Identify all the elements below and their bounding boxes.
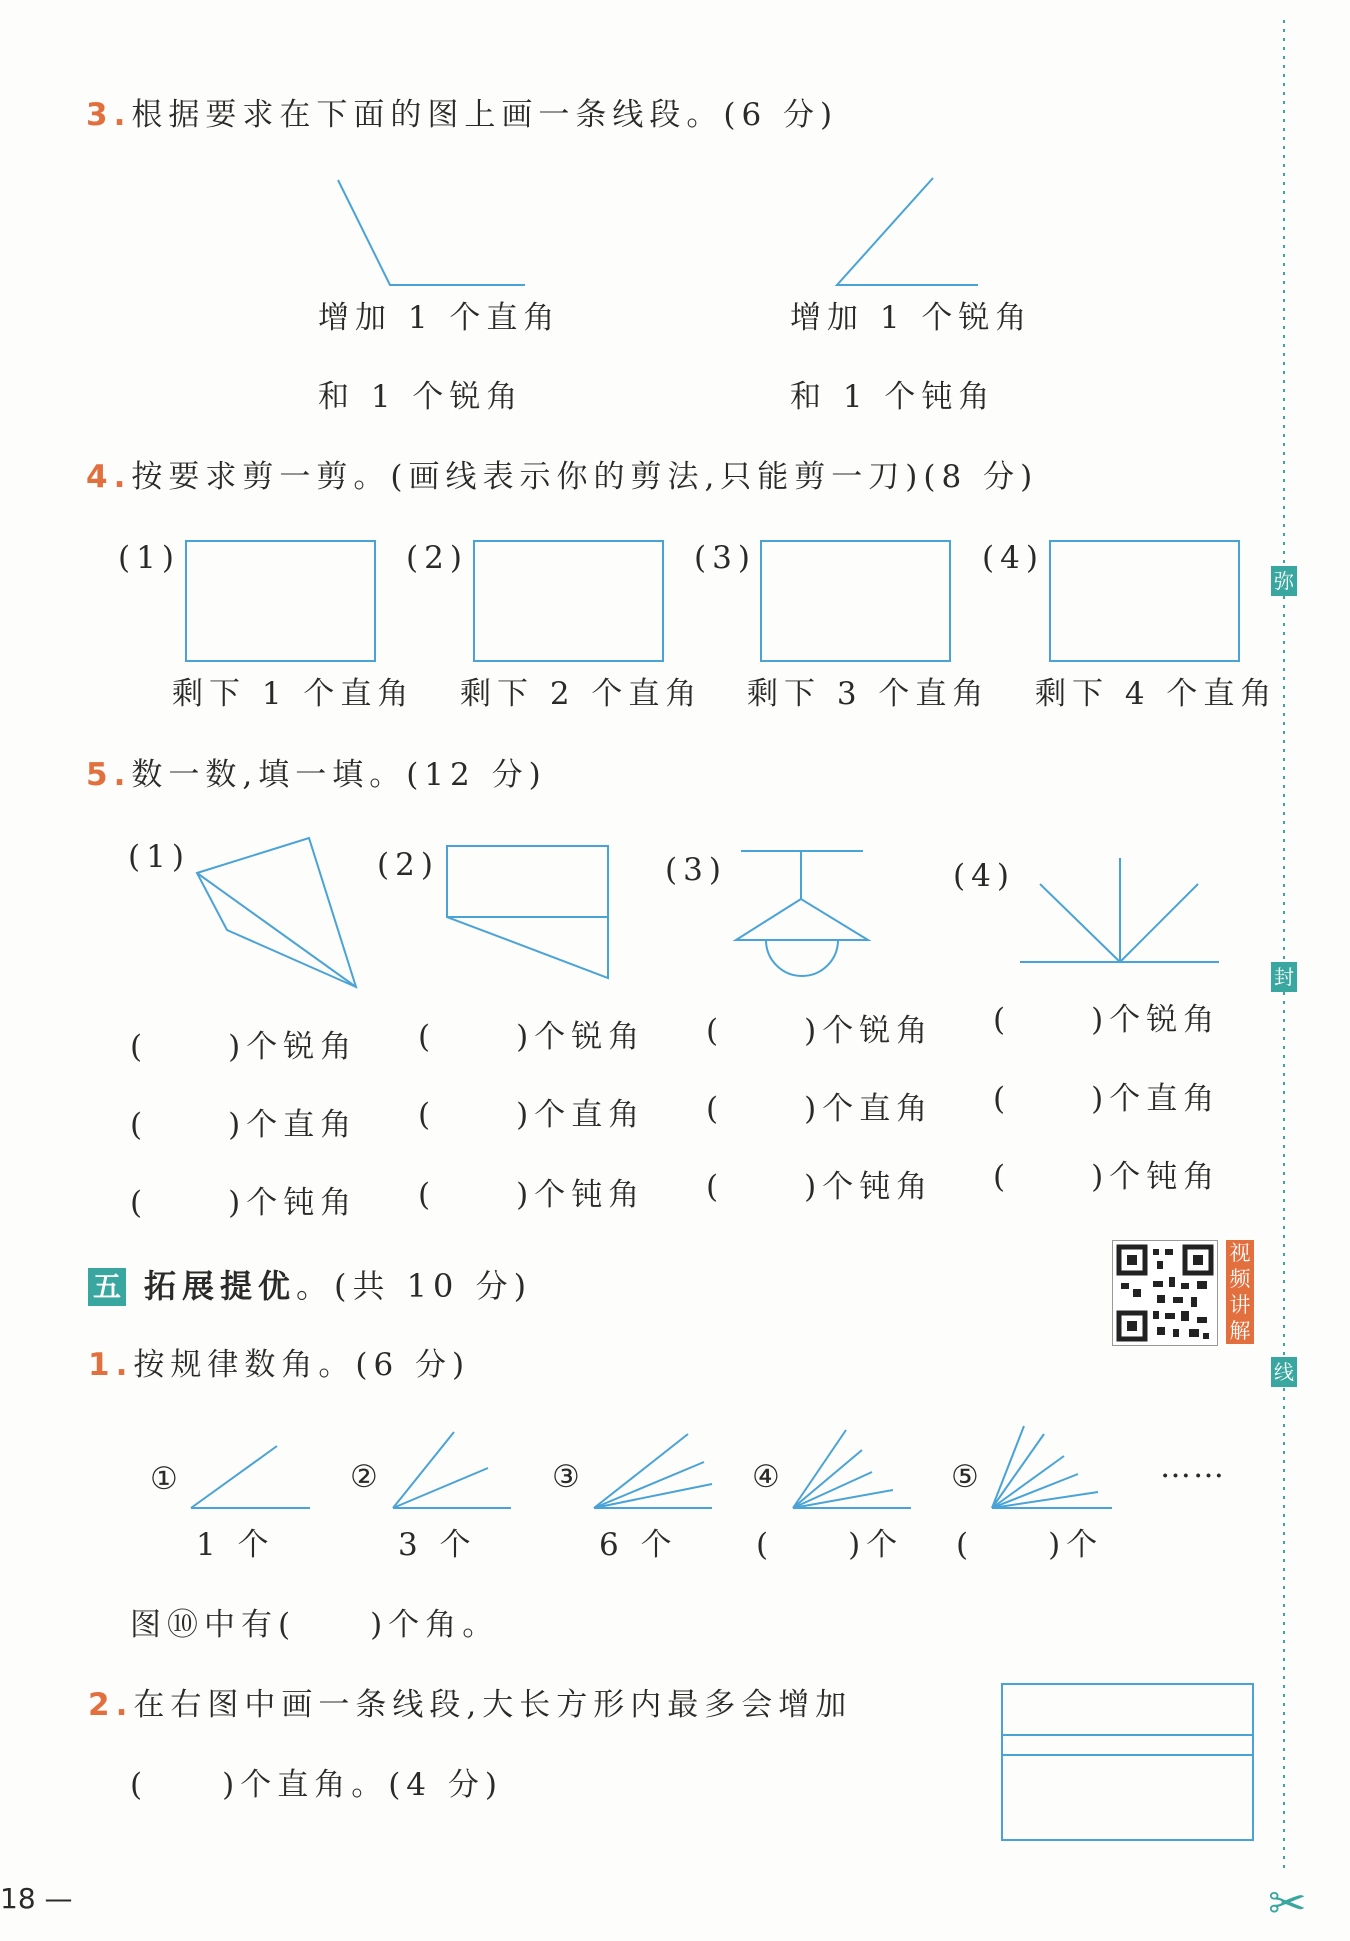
q4-rect-3 <box>761 541 950 661</box>
p1-angle-3 <box>594 1434 712 1508</box>
p1-heading <box>88 1347 471 1383</box>
p2-heading <box>88 1687 853 1723</box>
q5-heading <box>86 757 547 793</box>
q5-c1-right: ( )个直角 <box>130 1107 358 1143</box>
q4-caption-1: 剩下 1 个直角 <box>172 676 415 712</box>
q3-heading <box>86 97 839 133</box>
q5-c3-acute: ( )个锐角 <box>706 1013 934 1049</box>
p1-count-1: 1 个 <box>196 1527 275 1563</box>
p2-text-2: ( )个直角。(4 分) <box>130 1767 503 1803</box>
q4-caption-4: 剩下 4 个直角 <box>1035 676 1278 712</box>
p2-number: 2. <box>88 1687 134 1723</box>
q4-caption-3: 剩下 3 个直角 <box>747 676 990 712</box>
qr-label: 视频讲解 <box>1226 1240 1254 1344</box>
qr-pattern <box>1113 1241 1217 1345</box>
p2-rectangle <box>1002 1684 1253 1840</box>
q3-left-caption-2: 和 1 个锐角 <box>318 379 524 415</box>
page-number: 18 — <box>0 1882 73 1915</box>
scissors-icon: ✂ <box>1268 1876 1307 1930</box>
q4-label-2: (2) <box>406 540 468 576</box>
p1-count-4: ( )个 <box>756 1527 904 1563</box>
p1-count-2: 3 个 <box>398 1527 477 1563</box>
q5-figure-1 <box>197 838 356 987</box>
p1-number: 1. <box>88 1347 134 1383</box>
side-tag-1: 弥 <box>1271 566 1297 596</box>
p2-text: 在右图中画一条线段,大长方形内最多会增加 <box>133 1687 853 1723</box>
q5-c3-right: ( )个直角 <box>706 1091 934 1127</box>
p1-count-5: ( )个 <box>956 1527 1104 1563</box>
p1-question: 图⑩中有( )个角。 <box>130 1607 500 1643</box>
q4-label-1: (1) <box>118 540 180 576</box>
q5-c4-right: ( )个直角 <box>993 1081 1221 1117</box>
q5-c2-obtuse: ( )个钝角 <box>418 1177 646 1213</box>
q3-left-caption-1: 增加 1 个直角 <box>318 300 561 336</box>
q5-c1-acute: ( )个锐角 <box>130 1029 358 1065</box>
p1-text: 按规律数角。(6 分) <box>133 1347 471 1383</box>
q5-c2-acute: ( )个锐角 <box>418 1019 646 1055</box>
q3-right-angle <box>837 178 978 285</box>
q5-label-2: (2) <box>377 847 439 883</box>
side-tag-3: 线 <box>1271 1357 1297 1387</box>
q5-figure-4 <box>1020 858 1219 962</box>
q5-label-1: (1) <box>128 839 190 875</box>
p1-ellipsis: …… <box>1160 1449 1226 1485</box>
q5-text: 数一数,填一填。(12 分) <box>131 757 547 793</box>
q5-c1-obtuse: ( )个钝角 <box>130 1185 358 1221</box>
p1-angle-4 <box>793 1430 911 1508</box>
q3-number: 3. <box>86 97 132 133</box>
q5-label-3: (3) <box>665 852 727 888</box>
side-tag-2: 封 <box>1271 962 1297 992</box>
p1-marker-5: ⑤ <box>951 1459 979 1495</box>
q5-c3-obtuse: ( )个钝角 <box>706 1169 934 1205</box>
q4-rect-2 <box>474 541 663 661</box>
q3-left-angle <box>338 180 525 285</box>
q4-number: 4. <box>86 459 132 495</box>
q5-figure-3 <box>736 851 868 976</box>
p1-count-3: 6 个 <box>599 1527 678 1563</box>
p1-angle-2 <box>393 1432 511 1508</box>
q5-c2-right: ( )个直角 <box>418 1097 646 1133</box>
q3-text: 根据要求在下面的图上画一条线段。(6 分) <box>131 97 839 133</box>
q4-rect-1 <box>186 541 375 661</box>
p1-marker-2: ② <box>350 1459 378 1495</box>
p1-marker-3: ③ <box>552 1459 580 1495</box>
p1-angle-1 <box>191 1446 310 1508</box>
q5-label-4: (4) <box>953 858 1015 894</box>
q4-label-4: (4) <box>982 540 1044 576</box>
section-title: 拓展提优。(共 10 分) <box>144 1267 533 1305</box>
q4-label-3: (3) <box>694 540 756 576</box>
p1-marker-4: ④ <box>752 1459 780 1495</box>
q4-rect-4 <box>1050 541 1239 661</box>
q4-text: 按要求剪一剪。(画线表示你的剪法,只能剪一刀)(8 分) <box>131 459 1039 495</box>
q5-c4-obtuse: ( )个钝角 <box>993 1159 1221 1195</box>
section-badge: 五 <box>88 1268 126 1306</box>
p1-marker-1: ① <box>150 1461 178 1497</box>
q3-right-caption-2: 和 1 个钝角 <box>790 379 996 415</box>
q5-c4-acute: ( )个锐角 <box>993 1002 1221 1038</box>
q5-figure-2 <box>447 846 608 978</box>
q5-number: 5. <box>86 757 132 793</box>
q4-caption-2: 剩下 2 个直角 <box>460 676 703 712</box>
q3-right-caption-1: 增加 1 个锐角 <box>790 300 1033 336</box>
p1-angle-5 <box>992 1426 1112 1508</box>
qr-code-icon[interactable] <box>1112 1240 1218 1346</box>
q4-heading <box>86 459 1039 495</box>
